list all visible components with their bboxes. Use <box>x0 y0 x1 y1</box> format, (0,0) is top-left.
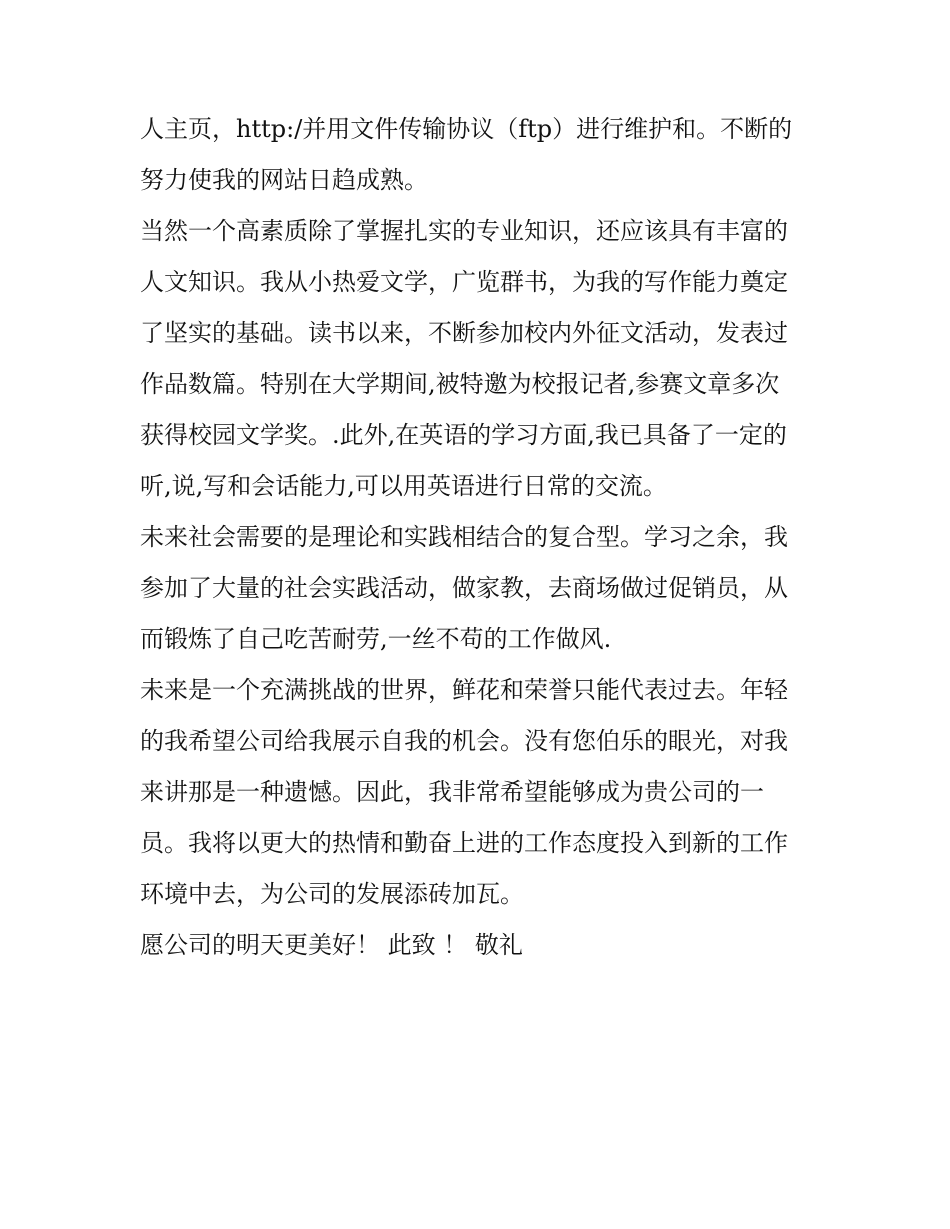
text-line: 努力使我的网站日趋成熟。 <box>140 166 428 194</box>
text-line: 未来社会需要的是理论和实践相结合的复合型。学习之余，我 <box>140 523 788 551</box>
text-line: 人文知识。我从小热爱文学，广览群书，为我的写作能力奠定 <box>140 268 788 296</box>
closing-line: 愿公司的明天更美好！ 此致 ！ 敬礼 <box>140 931 523 959</box>
text-line: 员。我将以更大的热情和勤奋上进的工作态度投入到新的工作 <box>140 829 788 857</box>
text-line: 而锻炼了自己吃苦耐劳,一丝不苟的工作做风. <box>140 625 612 653</box>
text-line: 参加了大量的社会实践活动，做家教，去商场做过促销员，从 <box>140 574 788 602</box>
text-line: 人主页，http:/并用文件传输协议（ftp）进行维护和。不断的 <box>140 115 793 143</box>
paragraph-future <box>140 665 820 920</box>
text-line: 了坚实的基础。读书以来，不断参加校内外征文活动，发表过 <box>140 319 788 347</box>
document-body <box>140 104 820 971</box>
text-line: 未来是一个充满挑战的世界，鲜花和荣誉只能代表过去。年轻 <box>140 676 788 704</box>
paragraph-closing <box>140 920 820 971</box>
paragraph-website <box>140 104 820 206</box>
text-line: 作品数篇。特别在大学期间,被特邀为校报记者,参赛文章多次 <box>140 370 780 398</box>
text-line: 的我希望公司给我展示自我的机会。没有您伯乐的眼光，对我 <box>140 727 788 755</box>
text-line: 听,说,写和会话能力,可以用英语进行日常的交流。 <box>140 472 667 500</box>
text-line: 获得校园文学奖。.此外,在英语的学习方面,我已具备了一定的 <box>140 421 787 449</box>
text-line: 来讲那是一种遗憾。因此，我非常希望能够成为贵公司的一 <box>140 778 764 806</box>
paragraph-humanities <box>140 206 820 512</box>
text-line: 当然一个高素质除了掌握扎实的专业知识，还应该具有丰富的 <box>140 217 788 245</box>
paragraph-practice <box>140 512 820 665</box>
text-line: 环境中去，为公司的发展添砖加瓦。 <box>140 880 524 908</box>
